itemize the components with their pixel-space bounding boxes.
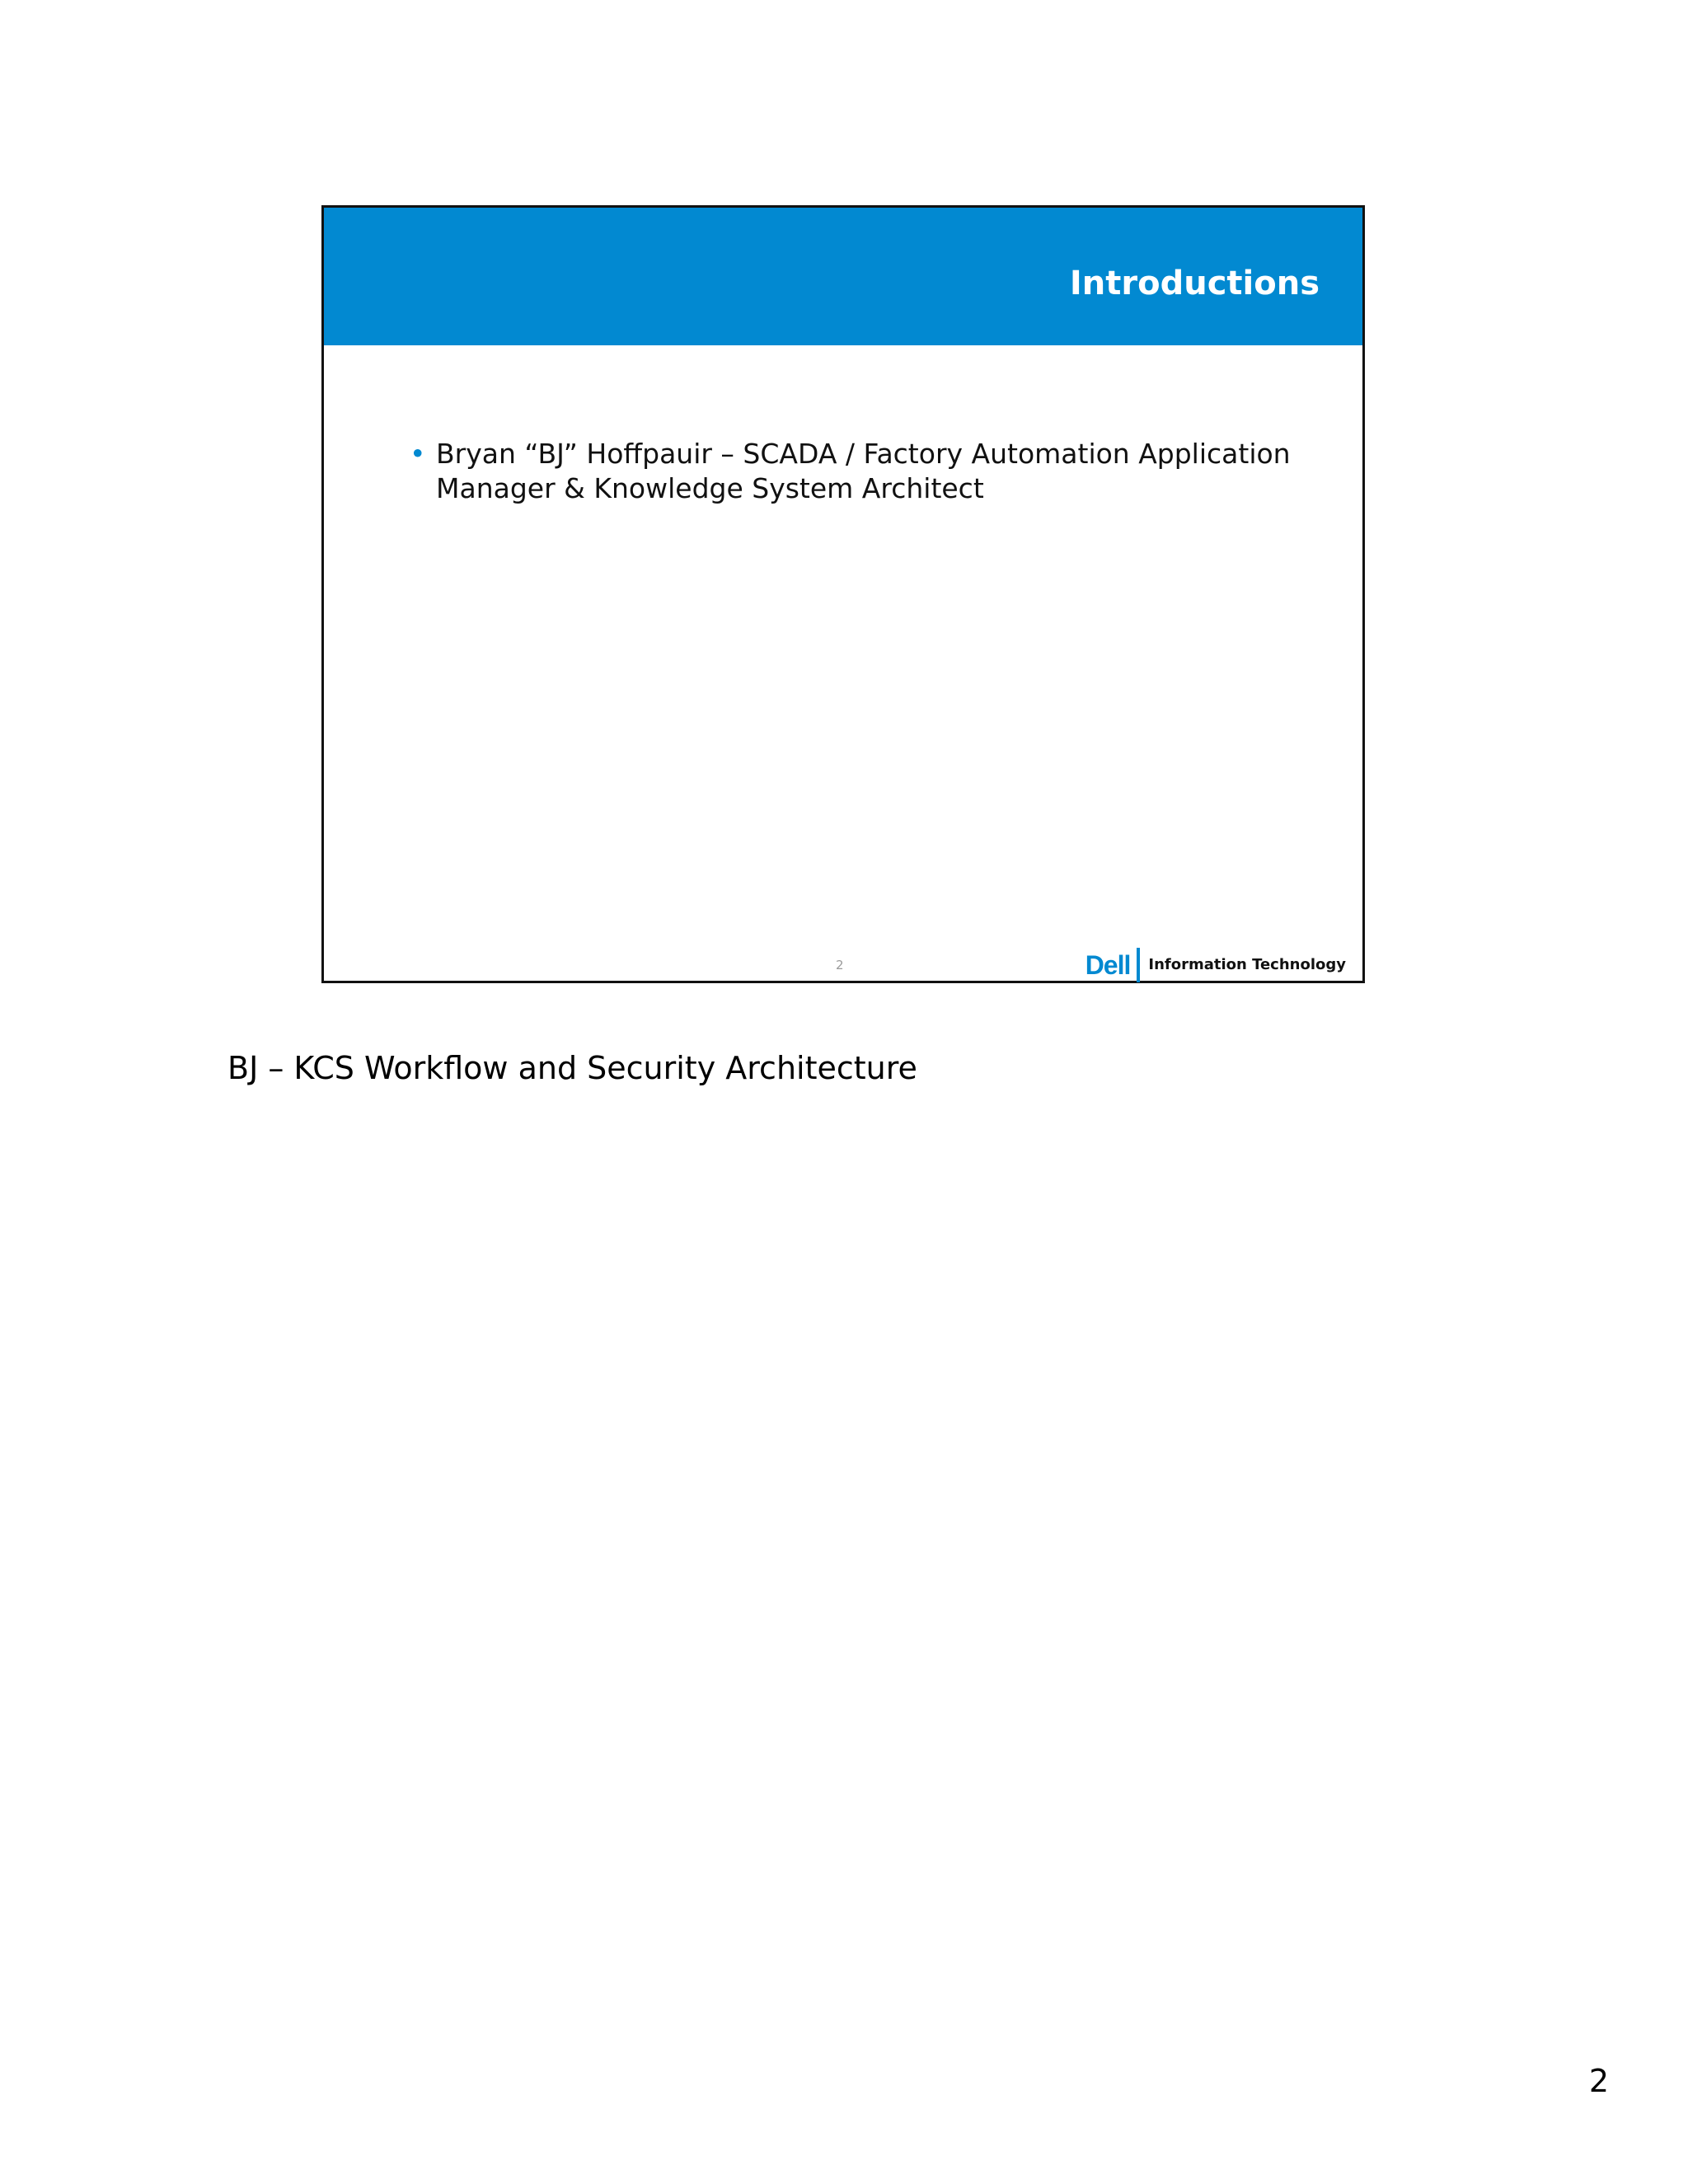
slide-number: 2 [836,958,844,972]
bullet-text-line-2: Manager & Knowledge System Architect [436,472,984,504]
bullet-dot-icon: • [410,438,426,470]
bullet-item [410,437,1300,506]
logo-tagline: Information Technology [1148,956,1346,973]
speaker-notes: BJ – KCS Workflow and Security Architecture [227,1050,917,1086]
slide-title: Introductions [1069,265,1320,302]
page-number: 2 [1588,2063,1609,2099]
dell-logo-wordmark: Dell [1085,950,1131,980]
dell-it-logo [1085,948,1346,982]
slide-thumbnail [321,205,1365,983]
bullet-list [410,437,1300,506]
slide-header-bar [324,208,1362,345]
bullet-text-line-1: Bryan “BJ” Hoffpauir – SCADA / Factory Automation Application [436,438,1291,470]
logo-divider [1137,948,1140,982]
